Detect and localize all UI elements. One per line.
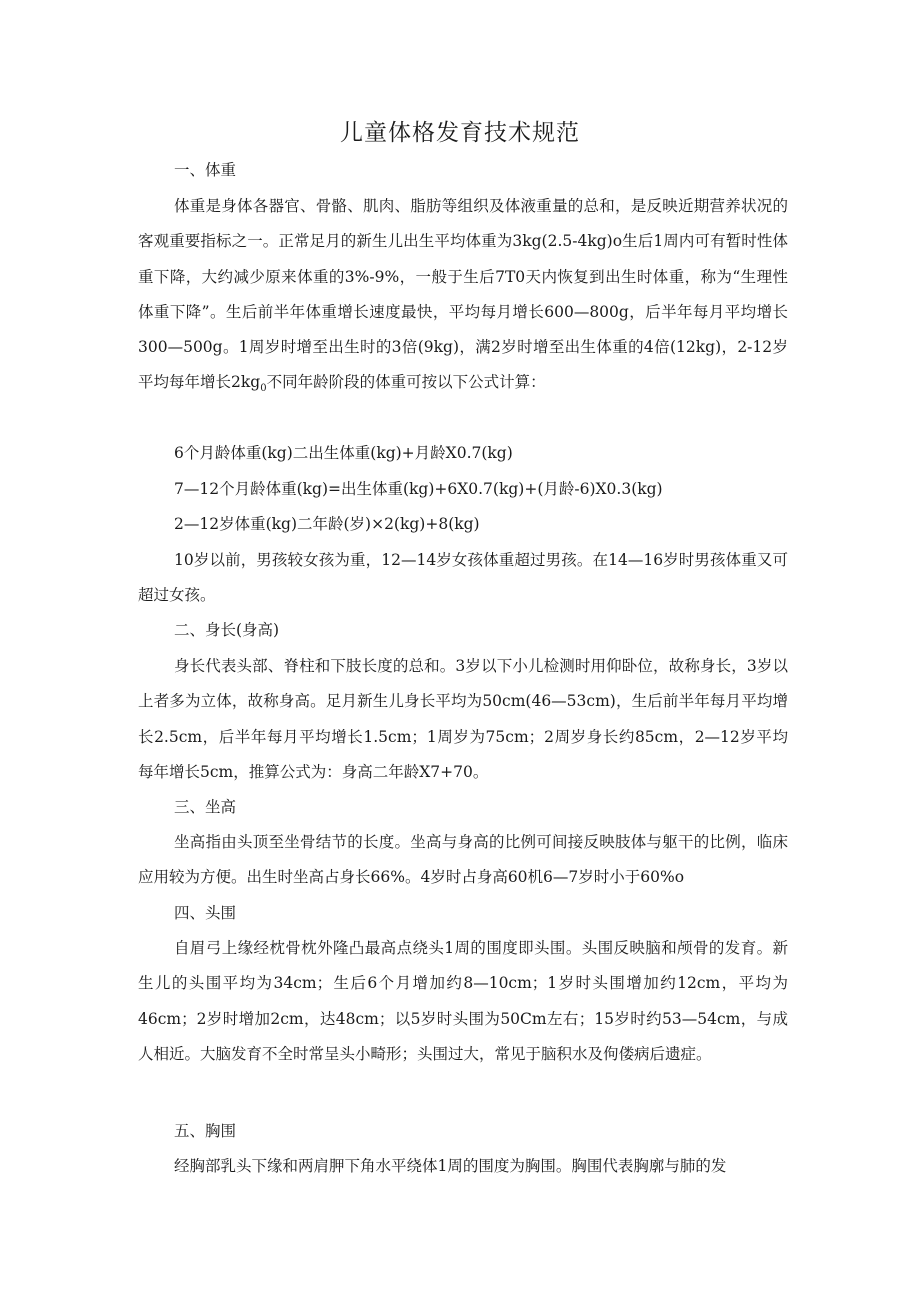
weight-paragraph (138, 189, 788, 401)
weight-formula-6-months: 6个月龄体重(kg)二出生体重(kg)+月龄X0.7(kg) (174, 444, 513, 462)
section-heading-weight: 一、体重 (174, 161, 237, 179)
weight-paragraph-subscript: 0 (260, 383, 267, 395)
sitting-height-paragraph: 坐高指由头顶至坐骨结节的长度。坐高与身高的比例可间接反映肢体与躯干的比例，临床应用较为方便。出生时坐高占身长66%。4岁时占身高60机6—7岁时小于60%o (138, 833, 788, 887)
weight-paragraph-tail: 不同年龄阶段的体重可按以下公式计算： (266, 373, 546, 392)
chest-circumference-paragraph: 经胸部乳头下缘和两肩胛下角水平绕体1周的围度为胸围。胸围代表胸廓与肺的发 (174, 1157, 727, 1175)
document-title: 儿童体格发育技术规范 (340, 120, 580, 146)
section-heading-head-circumference: 四、头围 (174, 904, 237, 922)
weight-formula-7-12-months: 7—12个月龄体重(kg)=出生体重(kg)+6X0.7(kg)+(月龄-6)X0.3(kg) (174, 480, 663, 498)
section-heading-sitting-height: 三、坐高 (174, 798, 237, 816)
section-heading-height: 二、身长(身高) (174, 621, 280, 639)
weight-paragraph-text: 体重是身体各器官、骨骼、肌肉、脂肪等组织及体液重量的总和，是反映近期营养状况的客观重要指标之一。正常足月的新生儿出生平均体重为3kg(2.5-4kg)o生后1周内可有暂时性体重下降，大约减少原来体重的3%-9%，一般于生后7T0天内恢复到出生时体重，称为“生理性体重下降”。生后前半年体重增长速度最快，平均每月增长600—800g，后半年每月平均增长300—500g。1周岁时增至出生时的3倍(9kg)，满2岁时增至出生体重的4倍(12kg)，2-12岁平均每年增长2kg (138, 197, 788, 392)
weight-paragraph-2: 10岁以前，男孩较女孩为重，12—14岁女孩体重超过男孩。在14—16岁时男孩体重又可超过女孩。 (138, 551, 788, 605)
head-circumference-paragraph: 自眉弓上缘经枕骨枕外隆凸最高点绕头1周的围度即头围。头围反映脑和颅骨的发育。新生儿的头围平均为34cm；生后6个月增加约8—10cm；1岁时头围增加约12cm，平均为46cm；2岁时增加2cm，达48cm；以5岁时头围为50Cm左右；15岁时约53—54cm，与成人相近。大脑发育不全时常呈头小畸形；头围过大，常见于脑积水及佝偻病后遗症。 (138, 939, 788, 1063)
height-paragraph: 身长代表头部、脊柱和下肢长度的总和。3岁以下小儿检测时用仰卧位，故称身长，3岁以上者多为立体，故称身高。足月新生儿身长平均为50cm(46—53cm)，生后前半年每月平均增长2.5cm，后半年每月平均增长1.5cm；1周岁为75cm；2周岁身长约85cm，2—12岁平均每年增长5cm，推算公式为：身高二年龄X7+70。 (138, 657, 788, 781)
weight-formula-2-12-years: 2—12岁体重(kg)二年龄(岁)×2(kg)+8(kg) (174, 515, 480, 533)
section-heading-chest-circumference: 五、胸围 (174, 1122, 237, 1140)
